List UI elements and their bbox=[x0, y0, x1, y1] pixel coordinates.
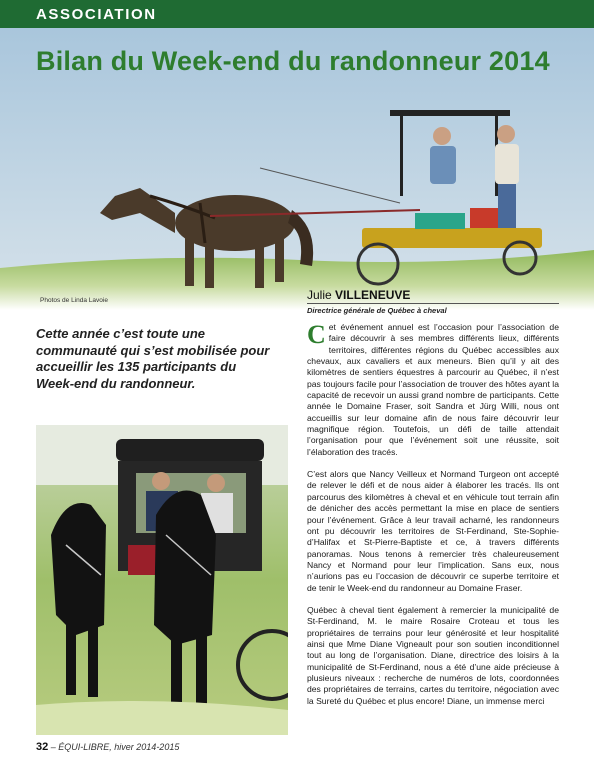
author-last-name: VILLENEUVE bbox=[335, 288, 411, 302]
section-label: ASSOCIATION bbox=[36, 6, 157, 23]
intro-text: Cette année c’est toute une communauté qui s’est mobilisée pour accueillir les 135 participants du Week-end du randonneur. bbox=[36, 326, 270, 391]
byline bbox=[307, 288, 559, 304]
author-first-name: Julie bbox=[307, 288, 332, 302]
page-footer bbox=[36, 741, 179, 753]
author-role: Directrice générale de Québec à cheval bbox=[307, 306, 447, 315]
article-paragraph-1: Cet événement annuel est l’occasion pour l’association de faire découvrir à ses membres différents lieux, différents territoires, différentes régions du Québec accessibles aux chevaux, aux cavaliers et aux meneurs. Bien qu’il y ait des kilomètres de sentiers équestres à parcourir au Québec, il n’est pas toujours facile pour l’association de trouver des hôtes ayant la capacité de recevoir un aussi grand nombre de participants. Cette année le Domaine Fraser, soit Sandra et Jürg Willi, nous ont accueillis sur leur domaine afin de nous faire découvrir leur magnifique région. Toutefois, un défi de taille attendait l’organisation pour que l’événement soit une réussite, soit l’élaboration des tracés. bbox=[307, 320, 559, 457]
section-bar bbox=[0, 0, 594, 28]
secondary-photo bbox=[36, 425, 288, 735]
team-of-horses-carriage-photo bbox=[36, 425, 288, 735]
page-number: 32 bbox=[36, 741, 49, 753]
photo-credit: Photos de Linda Lavoie bbox=[40, 297, 108, 304]
drop-cap: C bbox=[307, 320, 326, 349]
headline: Bilan du Week-end du randonneur 2014 bbox=[36, 46, 550, 76]
article-body bbox=[307, 322, 559, 718]
article-paragraph-2: C’est alors que Nancy Veilleux et Normand Turgeon ont accepté de relever le défi et de nous aider à élaborer les tracés. Ils ont parcourus des kilomètres à cheval et en véhicule tout terrain afin de dénicher des accès permettant la mise en place de sentiers pour l’événement. Grâce à leur travail acharné, les randonneurs ont pu découvrir les territoires de St-Ferdinand, Ste-Sophie-d’Halifax et St-Pierre-Baptiste et ce, à travers différents panoramas. Nous tenons à remercier très chaleureusement Nancy et Normand pour leur l’implication. Sans eux, nous n’aurions pas eu l’occasion de découvrir ce superbe territoire et de tenir le Week-end du randonneur au Domaine Fraser. bbox=[307, 469, 559, 593]
magazine-issue: – ÉQUI-LIBRE, hiver 2014-2015 bbox=[50, 742, 180, 752]
article-paragraph-3: Québec à cheval tient également à remercier la municipalité de St-Ferdinand, M. le maire Rosaire Croteau et tous les propriétaires de terrains pour leur générosité et leur hospitalité ainsi que Mme Diane Vigneault pour son soutien inconditionnel tout au long de l’organisation. Diane, directrice des loisirs à la municipalité de St-Ferdinand, nous a été d’une aide précieuse à plusieurs niveaux : recherche de numéros de lots, coordonnées des propriétaires de terrains, cartes du territoire, négociation avec la Sureté du Québec et plus encore! Diane, un immense merci bbox=[307, 604, 559, 706]
